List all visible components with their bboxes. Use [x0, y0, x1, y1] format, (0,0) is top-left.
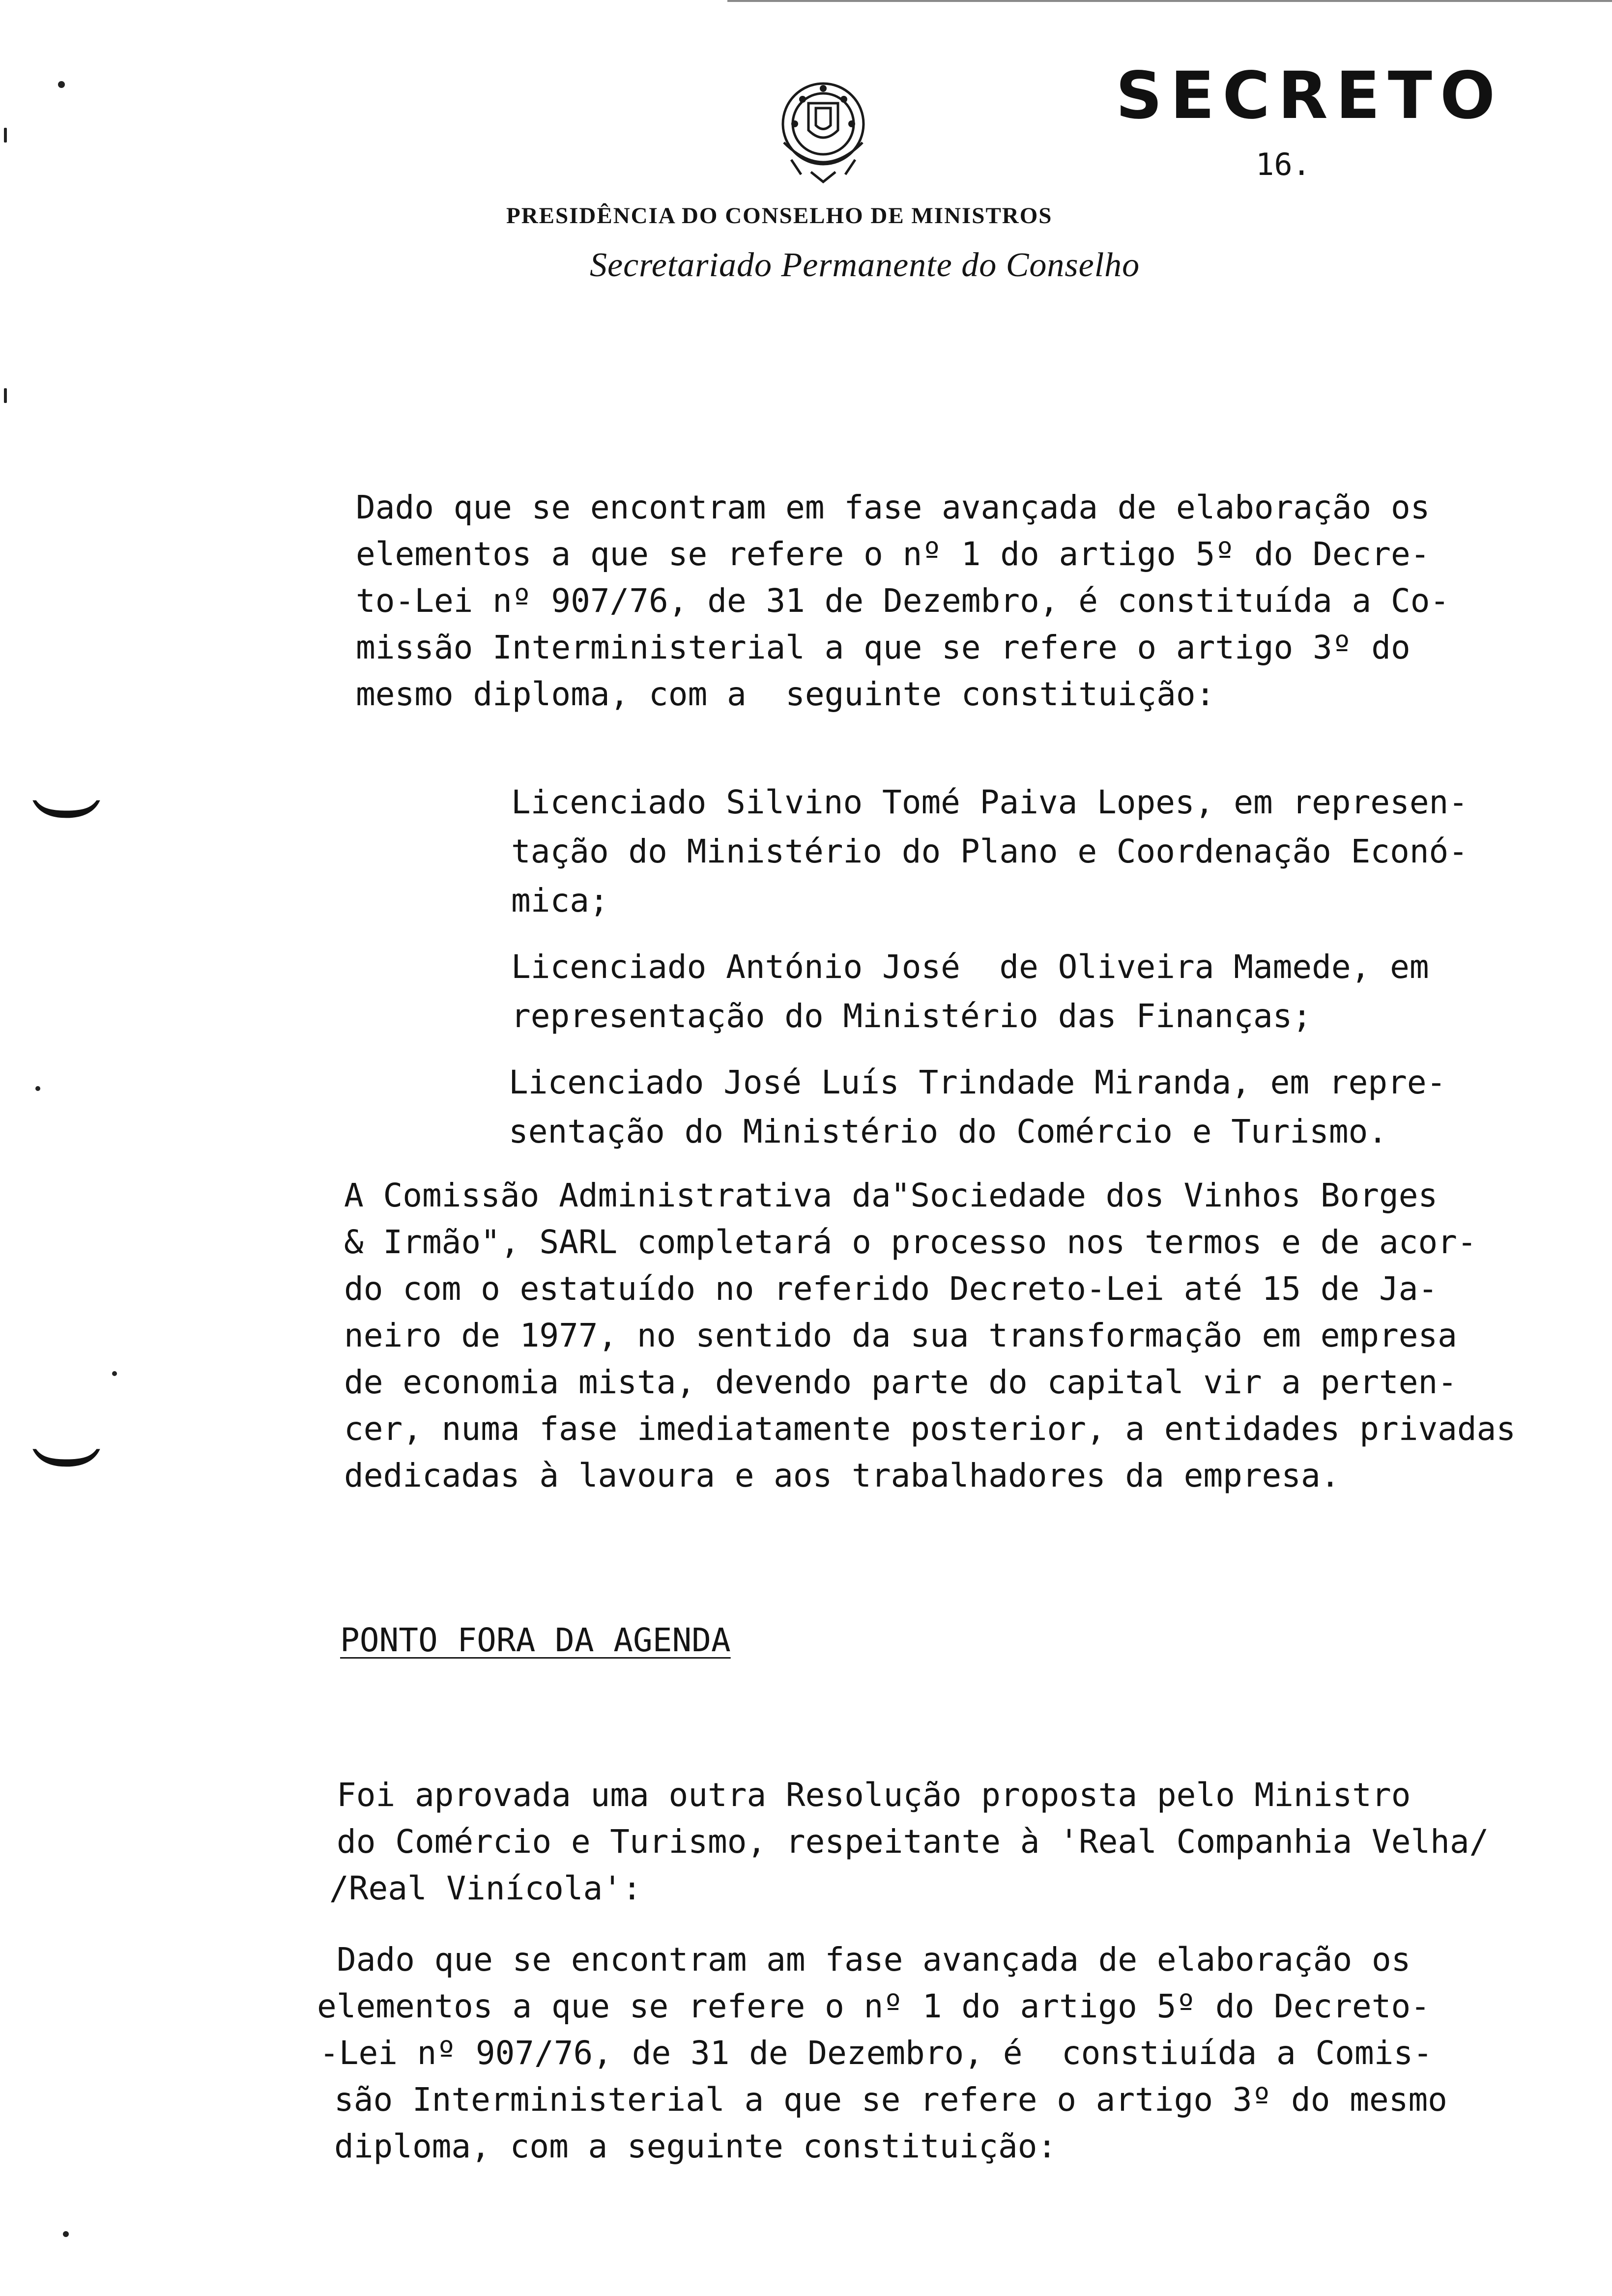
paragraph-2-line-3: do com o estatuído no referido Decreto-Lei até 15 de Ja-: [344, 1270, 1438, 1308]
scan-speck: [112, 1371, 117, 1376]
paragraph-2-line-6: cer, numa fase imediatamente posterior, a entidades privadas: [344, 1410, 1516, 1448]
scan-speck: [35, 1086, 40, 1091]
member-3-line-1: Licenciado José Luís Trindade Miranda, em repre-: [509, 1063, 1446, 1101]
portuguese-republic-seal-icon: [764, 69, 882, 192]
paragraph-2-line-7: dedicadas à lavoura e aos trabalhadores da empresa.: [344, 1457, 1340, 1494]
paragraph-4-line-4: são Interministerial a que se refere o artigo 3º do mesmo: [334, 2081, 1447, 2119]
member-3-line-2: sentação do Ministério do Comércio e Turismo.: [509, 1113, 1388, 1150]
top-scan-edge-rule: [727, 0, 1612, 2]
member-2-line-1: Licenciado António José de Oliveira Mamede, em: [511, 948, 1429, 986]
paragraph-3-line-1: Foi aprovada uma outra Resolução proposta pelo Ministro: [337, 1776, 1411, 1814]
member-1-line-3: mica;: [511, 882, 609, 919]
scan-speck: [4, 388, 7, 403]
institution-name: PRESIDÊNCIA DO CONSELHO DE MINISTROS: [506, 203, 1053, 229]
section-heading: PONTO FORA DA AGENDA: [340, 1621, 731, 1659]
scan-speck: [63, 2231, 69, 2237]
member-1-line-2: tação do Ministério do Plano e Coordenação Econó-: [511, 832, 1468, 870]
paragraph-4-line-2: elementos a que se refere o nº 1 do artigo 5º do Decreto-: [317, 1987, 1430, 2025]
member-1-line-1: Licenciado Silvino Tomé Paiva Lopes, em represen-: [511, 783, 1468, 821]
scan-speck: [58, 81, 65, 88]
department-name: Secretariado Permanente do Conselho: [590, 246, 1140, 284]
classification-stamp: SECRETO: [1116, 58, 1503, 134]
paragraph-1-line-5: mesmo diploma, com a seguinte constituição:: [356, 675, 1215, 713]
paragraph-4-line-1: Dado que se encontram am fase avançada de elaboração os: [337, 1941, 1411, 1979]
paragraph-2-line-4: neiro de 1977, no sentido da sua transformação em empresa: [344, 1317, 1457, 1354]
paragraph-3-line-3: /Real Vinícola':: [329, 1869, 642, 1907]
paragraph-4-line-3: -Lei nº 907/76, de 31 de Dezembro, é constiuída a Comis-: [319, 2034, 1433, 2072]
scan-speck: [4, 128, 7, 143]
paragraph-3-line-2: do Comércio e Turismo, respeitante à 'Real Companhia Velha/: [337, 1823, 1489, 1861]
paragraph-2-line-1: A Comissão Administrativa da"Sociedade dos Vinhos Borges: [344, 1177, 1438, 1214]
paragraph-4-line-5: diploma, com a seguinte constituição:: [334, 2127, 1057, 2165]
paragraph-2-line-2: & Irmão", SARL completará o processo nos termos e de acor-: [344, 1223, 1477, 1261]
paragraph-1-line-2: elementos a que se refere o nº 1 do artigo 5º do Decre-: [356, 535, 1430, 573]
margin-mark-icon: (: [21, 795, 107, 824]
paragraph-1-line-1: Dado que se encontram em fase avançada de elaboração os: [356, 488, 1430, 526]
margin-mark-icon: (: [21, 1443, 107, 1473]
paragraph-1-line-4: missão Interministerial a que se refere o artigo 3º do: [356, 629, 1410, 666]
paragraph-1-line-3: to-Lei nº 907/76, de 31 de Dezembro, é constituída a Co-: [356, 582, 1450, 620]
member-2-line-2: representação do Ministério das Finanças;: [511, 997, 1312, 1035]
paragraph-2-line-5: de economia mista, devendo parte do capital vir a perten-: [344, 1363, 1457, 1401]
page-number: 16.: [1256, 146, 1311, 182]
